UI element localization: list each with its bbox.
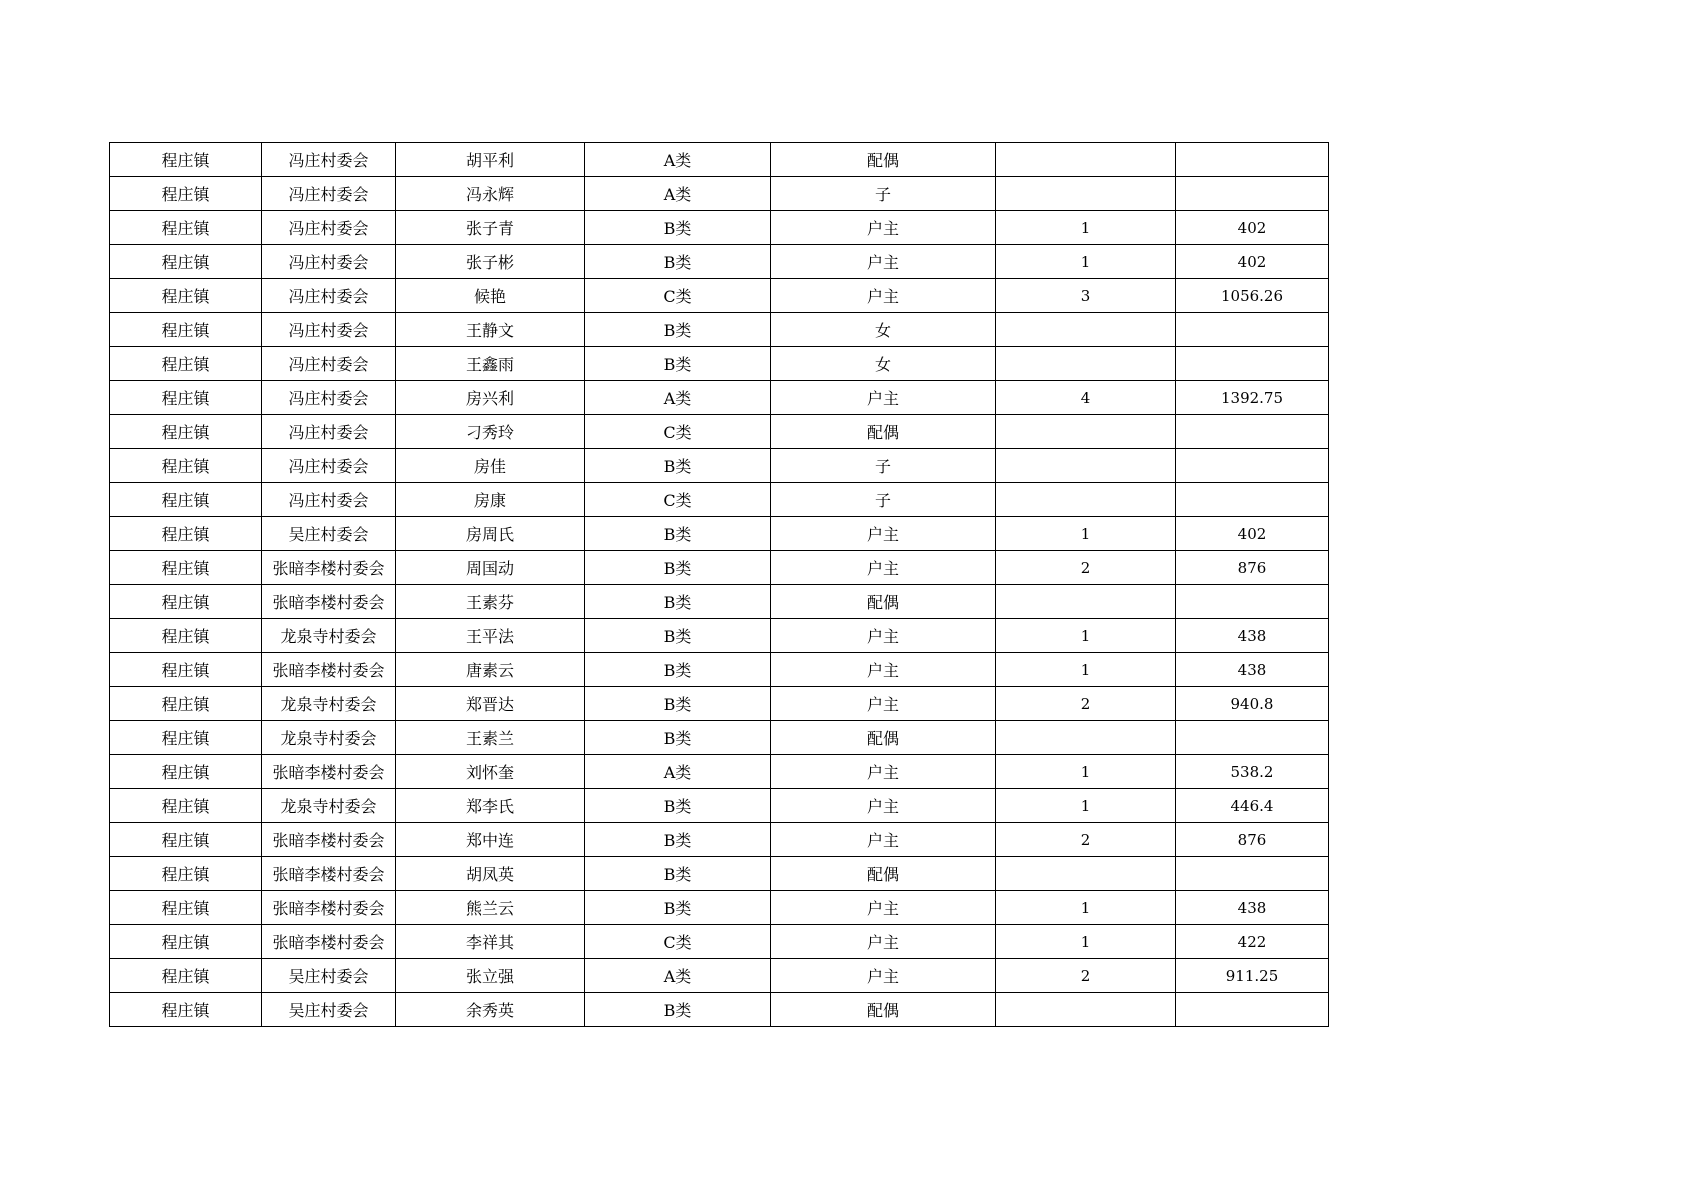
- household-count-cell: [996, 313, 1176, 347]
- relation-cell: 户主: [771, 279, 996, 313]
- household-count-cell: 1: [996, 755, 1176, 789]
- amount-cell: 538.2: [1176, 755, 1329, 789]
- name-cell: 房周氏: [396, 517, 585, 551]
- village-cell: 冯庄村委会: [262, 449, 396, 483]
- category-cell: B类: [585, 245, 771, 279]
- relation-cell: 配偶: [771, 721, 996, 755]
- name-cell: 刘怀奎: [396, 755, 585, 789]
- relation-cell: 户主: [771, 551, 996, 585]
- table-row: [110, 755, 1329, 789]
- name-cell: 周国动: [396, 551, 585, 585]
- town-cell: 程庄镇: [110, 143, 262, 177]
- amount-cell: [1176, 313, 1329, 347]
- household-count-cell: [996, 347, 1176, 381]
- amount-cell: [1176, 857, 1329, 891]
- village-cell: 龙泉寺村委会: [262, 721, 396, 755]
- category-cell: B类: [585, 551, 771, 585]
- village-cell: 冯庄村委会: [262, 415, 396, 449]
- relation-cell: 女: [771, 313, 996, 347]
- table-row: [110, 483, 1329, 517]
- name-cell: 胡凤英: [396, 857, 585, 891]
- town-cell: 程庄镇: [110, 619, 262, 653]
- table-row: [110, 959, 1329, 993]
- name-cell: 王鑫雨: [396, 347, 585, 381]
- category-cell: C类: [585, 279, 771, 313]
- town-cell: 程庄镇: [110, 313, 262, 347]
- table-row: [110, 687, 1329, 721]
- town-cell: 程庄镇: [110, 245, 262, 279]
- household-count-cell: 1: [996, 211, 1176, 245]
- amount-cell: 1056.26: [1176, 279, 1329, 313]
- amount-cell: 422: [1176, 925, 1329, 959]
- table-row: [110, 789, 1329, 823]
- relation-cell: 户主: [771, 823, 996, 857]
- name-cell: 房康: [396, 483, 585, 517]
- village-cell: 冯庄村委会: [262, 143, 396, 177]
- town-cell: 程庄镇: [110, 823, 262, 857]
- relation-cell: 户主: [771, 925, 996, 959]
- table-row: [110, 585, 1329, 619]
- relation-cell: 女: [771, 347, 996, 381]
- household-count-cell: 1: [996, 517, 1176, 551]
- name-cell: 房佳: [396, 449, 585, 483]
- table-row: [110, 143, 1329, 177]
- table-row: [110, 415, 1329, 449]
- category-cell: B类: [585, 449, 771, 483]
- village-cell: 吴庄村委会: [262, 517, 396, 551]
- name-cell: 熊兰云: [396, 891, 585, 925]
- town-cell: 程庄镇: [110, 449, 262, 483]
- beneficiary-table: [109, 142, 1329, 1027]
- category-cell: B类: [585, 993, 771, 1027]
- household-count-cell: 4: [996, 381, 1176, 415]
- name-cell: 李祥其: [396, 925, 585, 959]
- amount-cell: [1176, 483, 1329, 517]
- relation-cell: 户主: [771, 891, 996, 925]
- name-cell: 郑李氏: [396, 789, 585, 823]
- household-count-cell: 2: [996, 687, 1176, 721]
- household-count-cell: 3: [996, 279, 1176, 313]
- category-cell: B类: [585, 891, 771, 925]
- village-cell: 冯庄村委会: [262, 313, 396, 347]
- category-cell: B类: [585, 857, 771, 891]
- village-cell: 冯庄村委会: [262, 483, 396, 517]
- name-cell: 郑中连: [396, 823, 585, 857]
- village-cell: 张暗李楼村委会: [262, 823, 396, 857]
- amount-cell: 911.25: [1176, 959, 1329, 993]
- town-cell: 程庄镇: [110, 551, 262, 585]
- name-cell: 胡平利: [396, 143, 585, 177]
- category-cell: B类: [585, 313, 771, 347]
- village-cell: 冯庄村委会: [262, 347, 396, 381]
- village-cell: 龙泉寺村委会: [262, 789, 396, 823]
- village-cell: 张暗李楼村委会: [262, 653, 396, 687]
- household-count-cell: [996, 585, 1176, 619]
- category-cell: C类: [585, 483, 771, 517]
- category-cell: B类: [585, 721, 771, 755]
- amount-cell: [1176, 143, 1329, 177]
- table-row: [110, 381, 1329, 415]
- town-cell: 程庄镇: [110, 789, 262, 823]
- village-cell: 冯庄村委会: [262, 245, 396, 279]
- household-count-cell: 2: [996, 823, 1176, 857]
- amount-cell: 876: [1176, 551, 1329, 585]
- table-row: [110, 211, 1329, 245]
- town-cell: 程庄镇: [110, 721, 262, 755]
- household-count-cell: 1: [996, 619, 1176, 653]
- village-cell: 张暗李楼村委会: [262, 551, 396, 585]
- category-cell: A类: [585, 177, 771, 211]
- relation-cell: 子: [771, 177, 996, 211]
- relation-cell: 子: [771, 449, 996, 483]
- town-cell: 程庄镇: [110, 755, 262, 789]
- relation-cell: 配偶: [771, 415, 996, 449]
- amount-cell: 1392.75: [1176, 381, 1329, 415]
- relation-cell: 户主: [771, 959, 996, 993]
- household-count-cell: [996, 177, 1176, 211]
- relation-cell: 户主: [771, 517, 996, 551]
- table-row: [110, 347, 1329, 381]
- relation-cell: 配偶: [771, 585, 996, 619]
- name-cell: 张子彬: [396, 245, 585, 279]
- village-cell: 冯庄村委会: [262, 177, 396, 211]
- table-row: [110, 279, 1329, 313]
- table-row: [110, 823, 1329, 857]
- name-cell: 候艳: [396, 279, 585, 313]
- category-cell: B类: [585, 789, 771, 823]
- village-cell: 冯庄村委会: [262, 381, 396, 415]
- category-cell: C类: [585, 415, 771, 449]
- amount-cell: [1176, 347, 1329, 381]
- household-count-cell: 1: [996, 925, 1176, 959]
- town-cell: 程庄镇: [110, 891, 262, 925]
- table-row: [110, 449, 1329, 483]
- amount-cell: 402: [1176, 211, 1329, 245]
- name-cell: 王素芬: [396, 585, 585, 619]
- name-cell: 王平法: [396, 619, 585, 653]
- table-row: [110, 857, 1329, 891]
- amount-cell: [1176, 177, 1329, 211]
- category-cell: A类: [585, 381, 771, 415]
- amount-cell: 438: [1176, 891, 1329, 925]
- table-row: [110, 925, 1329, 959]
- name-cell: 郑晋达: [396, 687, 585, 721]
- household-count-cell: 2: [996, 959, 1176, 993]
- amount-cell: 446.4: [1176, 789, 1329, 823]
- category-cell: B类: [585, 823, 771, 857]
- category-cell: A类: [585, 755, 771, 789]
- amount-cell: [1176, 721, 1329, 755]
- amount-cell: 876: [1176, 823, 1329, 857]
- name-cell: 张子青: [396, 211, 585, 245]
- household-count-cell: 1: [996, 653, 1176, 687]
- village-cell: 张暗李楼村委会: [262, 585, 396, 619]
- village-cell: 张暗李楼村委会: [262, 925, 396, 959]
- household-count-cell: [996, 857, 1176, 891]
- table-row: [110, 721, 1329, 755]
- category-cell: A类: [585, 959, 771, 993]
- relation-cell: 配偶: [771, 857, 996, 891]
- table-row: [110, 177, 1329, 211]
- table-row: [110, 891, 1329, 925]
- table-row: [110, 551, 1329, 585]
- relation-cell: 户主: [771, 789, 996, 823]
- amount-cell: [1176, 415, 1329, 449]
- table-row: [110, 245, 1329, 279]
- town-cell: 程庄镇: [110, 381, 262, 415]
- village-cell: 张暗李楼村委会: [262, 891, 396, 925]
- name-cell: 余秀英: [396, 993, 585, 1027]
- amount-cell: 402: [1176, 245, 1329, 279]
- table-row: [110, 619, 1329, 653]
- amount-cell: [1176, 449, 1329, 483]
- village-cell: 吴庄村委会: [262, 993, 396, 1027]
- household-count-cell: 1: [996, 789, 1176, 823]
- table-row: [110, 993, 1329, 1027]
- name-cell: 唐素云: [396, 653, 585, 687]
- household-count-cell: [996, 993, 1176, 1027]
- name-cell: 王静文: [396, 313, 585, 347]
- town-cell: 程庄镇: [110, 415, 262, 449]
- town-cell: 程庄镇: [110, 517, 262, 551]
- town-cell: 程庄镇: [110, 993, 262, 1027]
- village-cell: 龙泉寺村委会: [262, 619, 396, 653]
- name-cell: 冯永辉: [396, 177, 585, 211]
- relation-cell: 户主: [771, 653, 996, 687]
- household-count-cell: 1: [996, 891, 1176, 925]
- household-count-cell: [996, 483, 1176, 517]
- relation-cell: 配偶: [771, 993, 996, 1027]
- village-cell: 龙泉寺村委会: [262, 687, 396, 721]
- name-cell: 王素兰: [396, 721, 585, 755]
- amount-cell: 940.8: [1176, 687, 1329, 721]
- category-cell: B类: [585, 585, 771, 619]
- village-cell: 张暗李楼村委会: [262, 755, 396, 789]
- relation-cell: 户主: [771, 245, 996, 279]
- category-cell: C类: [585, 925, 771, 959]
- household-count-cell: [996, 415, 1176, 449]
- amount-cell: [1176, 585, 1329, 619]
- town-cell: 程庄镇: [110, 857, 262, 891]
- town-cell: 程庄镇: [110, 687, 262, 721]
- amount-cell: [1176, 993, 1329, 1027]
- amount-cell: 402: [1176, 517, 1329, 551]
- town-cell: 程庄镇: [110, 177, 262, 211]
- category-cell: A类: [585, 143, 771, 177]
- amount-cell: 438: [1176, 619, 1329, 653]
- name-cell: 张立强: [396, 959, 585, 993]
- category-cell: B类: [585, 347, 771, 381]
- town-cell: 程庄镇: [110, 585, 262, 619]
- table-row: [110, 313, 1329, 347]
- category-cell: B类: [585, 619, 771, 653]
- town-cell: 程庄镇: [110, 347, 262, 381]
- household-count-cell: [996, 143, 1176, 177]
- category-cell: B类: [585, 653, 771, 687]
- household-count-cell: 2: [996, 551, 1176, 585]
- table-row: [110, 517, 1329, 551]
- town-cell: 程庄镇: [110, 959, 262, 993]
- relation-cell: 配偶: [771, 143, 996, 177]
- town-cell: 程庄镇: [110, 483, 262, 517]
- table-row: [110, 653, 1329, 687]
- amount-cell: 438: [1176, 653, 1329, 687]
- category-cell: B类: [585, 517, 771, 551]
- village-cell: 吴庄村委会: [262, 959, 396, 993]
- village-cell: 冯庄村委会: [262, 279, 396, 313]
- relation-cell: 户主: [771, 381, 996, 415]
- name-cell: 刁秀玲: [396, 415, 585, 449]
- town-cell: 程庄镇: [110, 925, 262, 959]
- town-cell: 程庄镇: [110, 279, 262, 313]
- household-count-cell: [996, 449, 1176, 483]
- household-count-cell: [996, 721, 1176, 755]
- name-cell: 房兴利: [396, 381, 585, 415]
- relation-cell: 户主: [771, 211, 996, 245]
- town-cell: 程庄镇: [110, 653, 262, 687]
- category-cell: B类: [585, 211, 771, 245]
- village-cell: 张暗李楼村委会: [262, 857, 396, 891]
- household-count-cell: 1: [996, 245, 1176, 279]
- relation-cell: 户主: [771, 755, 996, 789]
- category-cell: B类: [585, 687, 771, 721]
- relation-cell: 子: [771, 483, 996, 517]
- village-cell: 冯庄村委会: [262, 211, 396, 245]
- relation-cell: 户主: [771, 619, 996, 653]
- relation-cell: 户主: [771, 687, 996, 721]
- town-cell: 程庄镇: [110, 211, 262, 245]
- table-body: [110, 143, 1329, 1027]
